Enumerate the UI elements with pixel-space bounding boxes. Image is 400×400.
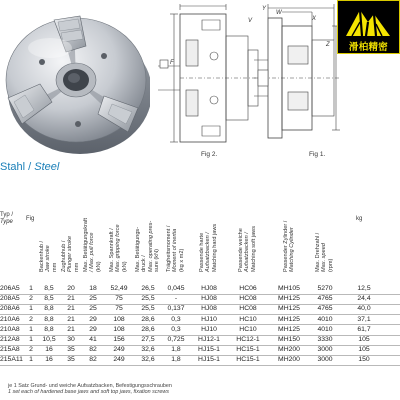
cell-grip: 75	[115, 295, 123, 303]
cell-pull: 41	[89, 336, 97, 343]
header-line: mm	[74, 262, 81, 272]
cell-cyl: MH125	[278, 325, 300, 333]
row-divider	[0, 365, 400, 366]
cell-type: 206A5	[0, 285, 20, 292]
dimension-label: Z	[326, 42, 330, 48]
header-line: Passende weiche	[238, 228, 245, 272]
cell-press: 25,5	[141, 295, 155, 303]
table-row	[0, 325, 400, 335]
cell-cyl: MH125	[278, 295, 300, 303]
header-jaw-stroke	[39, 172, 58, 276]
cell-kg: 37,1	[357, 315, 371, 323]
cell-grip: 108	[113, 325, 125, 333]
cell-pull: 18	[89, 285, 97, 292]
cell-jaw: 8,8	[44, 305, 54, 313]
cell-fig: 1	[29, 305, 33, 313]
table-row	[0, 345, 400, 355]
cell-pull: 82	[89, 356, 97, 364]
table-row	[0, 355, 400, 365]
header-line: mm	[52, 262, 59, 272]
cell-press: 26,5	[141, 285, 155, 292]
table-row	[0, 335, 400, 345]
dimension-label: X	[312, 16, 317, 22]
footnote	[8, 383, 172, 396]
header-line: (kg x m2)	[179, 248, 186, 272]
cell-inertia: -	[174, 295, 178, 303]
cell-jaw: 16	[45, 356, 53, 364]
cell-type: 208A5	[0, 295, 20, 303]
cell-pull: 29	[89, 315, 97, 323]
cell-grip: 156	[113, 336, 125, 343]
heading-de: Stahl	[0, 161, 26, 173]
cell-press: 27,5	[141, 336, 155, 343]
cell-speed: 4765	[317, 295, 333, 303]
cell-plunger: 20	[67, 285, 75, 292]
cell-speed: 3000	[317, 346, 333, 354]
table-row	[0, 294, 400, 304]
header-type-line: Type	[0, 219, 13, 225]
cell-speed: 5270	[317, 285, 333, 292]
dimension-label: V	[248, 18, 253, 24]
cell-kg: 105	[358, 346, 370, 354]
cell-speed: 3000	[317, 356, 333, 364]
cell-cyl: MH125	[278, 305, 300, 313]
table-row	[0, 304, 400, 314]
cell-press: 32,6	[141, 346, 155, 354]
cell-grip: 249	[113, 346, 125, 354]
cell-kg: 61,7	[357, 325, 371, 333]
cell-kg: 40,0	[357, 305, 371, 313]
fig1-drawing	[254, 4, 340, 138]
heading-sep: /	[25, 161, 35, 173]
cell-type: 212A8	[0, 336, 20, 343]
heading-en: Steel	[34, 161, 60, 173]
header-line: Max. Spannkraft /	[109, 228, 116, 272]
header-moment-of-inertia	[166, 172, 185, 276]
header-weight: kg	[356, 216, 363, 222]
cell-speed: 4010	[317, 315, 333, 323]
header-hard-jaws	[199, 172, 218, 276]
dimension-label: Y	[262, 6, 267, 12]
cell-soft: HC15-1	[236, 356, 260, 364]
cell-speed: 4010	[317, 325, 333, 333]
cell-inertia: 1,8	[171, 356, 181, 364]
three-jaw-chuck-photo	[0, 0, 150, 160]
cell-fig: 1	[29, 325, 33, 333]
header-line: Max. speed	[321, 243, 328, 272]
cell-cyl: MH105	[278, 285, 300, 292]
cell-hard: HJ10	[201, 315, 217, 323]
header-line: Jaw stroke	[45, 245, 52, 272]
cell-cyl: MH200	[278, 356, 300, 364]
cell-plunger: 21	[67, 295, 75, 303]
header-max-speed	[315, 172, 334, 276]
cell-hard: HJ15-1	[198, 346, 220, 354]
header-line: Passende harte	[199, 232, 206, 272]
header-line: Max. operating pres-	[148, 220, 154, 272]
header-line: Trägheitsmoment /	[166, 225, 173, 272]
cell-soft: HC15-1	[236, 346, 260, 354]
cell-press: 25,5	[141, 305, 155, 313]
cell-hard: HJ08	[201, 285, 217, 292]
cell-grip: 75	[115, 305, 123, 313]
header-max-pull-force	[83, 172, 102, 276]
cell-fig: 1	[29, 285, 33, 292]
cell-press: 32,6	[141, 356, 155, 364]
cell-cyl: MH200	[278, 346, 300, 354]
cell-fig: 2	[29, 346, 33, 354]
cell-kg: 24,4	[357, 295, 371, 303]
table-row	[0, 284, 400, 294]
cell-plunger: 30	[67, 336, 75, 343]
fig2-label: Fig 2.	[201, 151, 218, 158]
header-type	[0, 212, 13, 226]
mountain-logo-icon	[338, 2, 399, 40]
cell-cyl: MH150	[278, 336, 300, 343]
cell-plunger: 35	[67, 356, 75, 364]
cell-hard: HJ15-1	[198, 356, 220, 364]
cell-fig: 2	[29, 295, 33, 303]
cell-type: 210A8	[0, 325, 20, 333]
table-header	[0, 172, 400, 284]
header-fig: Fig	[26, 216, 35, 222]
cell-type: 208A6	[0, 305, 20, 313]
cell-pull: 82	[89, 346, 97, 354]
footnote-en: 1 set each of hardened base jaws and soft top jaws, fixation screws	[8, 389, 169, 396]
cell-jaw: 16	[45, 346, 53, 354]
header-line: (kN)	[96, 261, 103, 272]
cell-inertia: 1,8	[171, 346, 181, 354]
fig2-drawing	[158, 4, 268, 142]
cell-inertia: 0,3	[171, 315, 181, 323]
cell-pull: 25	[89, 295, 97, 303]
header-line: (kN)	[122, 261, 129, 272]
logo-text: 滑柏精密	[348, 42, 389, 53]
cell-jaw: 8,5	[44, 295, 54, 303]
cell-grip: 108	[113, 315, 125, 323]
header-plunger-stroke	[61, 172, 80, 276]
header-gripping-force	[109, 172, 128, 276]
cell-fig: 1	[29, 336, 33, 343]
cell-fig: 1	[29, 356, 33, 364]
cell-type: 210A6	[0, 315, 20, 323]
header-line: Max. Betätigungs-	[135, 226, 142, 272]
footnote-de: je 1 Satz Grund- und weiche Aufsatzbacken, Befestigungsschrauben	[8, 383, 172, 389]
cell-plunger: 35	[67, 346, 75, 354]
cell-fig: 2	[29, 315, 33, 323]
header-line: Aufsatzbacken /	[205, 232, 212, 272]
header-line: Backenhub /	[39, 240, 46, 272]
cell-inertia: 0,137	[167, 305, 185, 313]
cell-kg: 12,5	[357, 285, 371, 292]
table-row	[0, 315, 400, 325]
header-line: Matching soft jaws	[251, 225, 258, 272]
cell-type: 215A11	[0, 356, 23, 364]
fig1-label: Fig 1.	[309, 151, 326, 158]
cell-pull: 25	[89, 305, 97, 313]
header-line: Moment of inertia	[172, 228, 179, 272]
cell-hard: HJ08	[201, 305, 217, 313]
cell-soft: HC06	[239, 285, 257, 292]
header-line: Matching hard jaws	[212, 223, 219, 272]
cell-inertia: 0,3	[171, 325, 181, 333]
cell-kg: 105	[358, 336, 370, 343]
cell-soft: HC10	[239, 315, 257, 323]
cell-press: 28,6	[141, 325, 155, 333]
cell-speed: 4765	[317, 305, 333, 313]
cell-jaw: 8,8	[44, 325, 54, 333]
dimension-label: W	[276, 10, 282, 16]
header-line: / Max. pull force	[89, 232, 96, 272]
cell-jaw: 8,8	[44, 315, 54, 323]
header-cylinder	[283, 172, 296, 276]
header-line: Aufsatzbacken /	[244, 232, 251, 272]
cell-plunger: 21	[67, 305, 75, 313]
header-line: sure (kN)	[154, 249, 161, 272]
header-line: Max. Drehzahl /	[315, 232, 322, 272]
cell-pull: 29	[89, 325, 97, 333]
header-line: Max. gripping force	[115, 224, 122, 272]
cell-inertia: 0,045	[167, 285, 185, 292]
cell-plunger: 21	[67, 325, 75, 333]
cell-grip: 249	[113, 356, 125, 364]
header-soft-jaws	[238, 172, 257, 276]
header-line: Matching Cylinder	[289, 227, 295, 272]
header-line: druck /	[141, 255, 148, 272]
header-line: Passender Zylinder /	[282, 220, 289, 272]
cell-soft: HC08	[239, 305, 257, 313]
cell-hard: HJ12-1	[198, 336, 220, 343]
dimension-label: F	[170, 60, 174, 66]
technical-drawings	[150, 0, 340, 160]
cell-soft: HC10	[239, 325, 257, 333]
cell-jaw: 8,5	[44, 285, 54, 292]
cell-plunger: 21	[67, 315, 75, 323]
cell-inertia: 0,725	[167, 336, 185, 343]
cell-press: 28,6	[141, 315, 155, 323]
cell-speed: 3330	[317, 336, 333, 343]
cell-hard: HJ10	[201, 325, 217, 333]
header-line: (rpm)	[328, 258, 335, 272]
cell-type: 215A8	[0, 346, 20, 354]
header-line: Zughubhub /	[61, 240, 68, 272]
cell-soft: HC08	[239, 295, 257, 303]
cell-hard: HJ08	[201, 295, 217, 303]
cell-grip: 52,49	[110, 285, 128, 292]
header-operating-pressure	[135, 172, 161, 276]
cell-cyl: MH125	[278, 315, 300, 323]
header-type-line: Typ /	[0, 212, 14, 218]
header-line: Max. Betätigungskraft	[83, 217, 90, 272]
cell-jaw: 10,5	[42, 336, 56, 343]
brand-logo	[337, 0, 400, 54]
cell-kg: 150	[358, 356, 370, 364]
header-line: Plunger stroke	[67, 235, 74, 272]
cell-soft: HC12-1	[236, 336, 260, 343]
